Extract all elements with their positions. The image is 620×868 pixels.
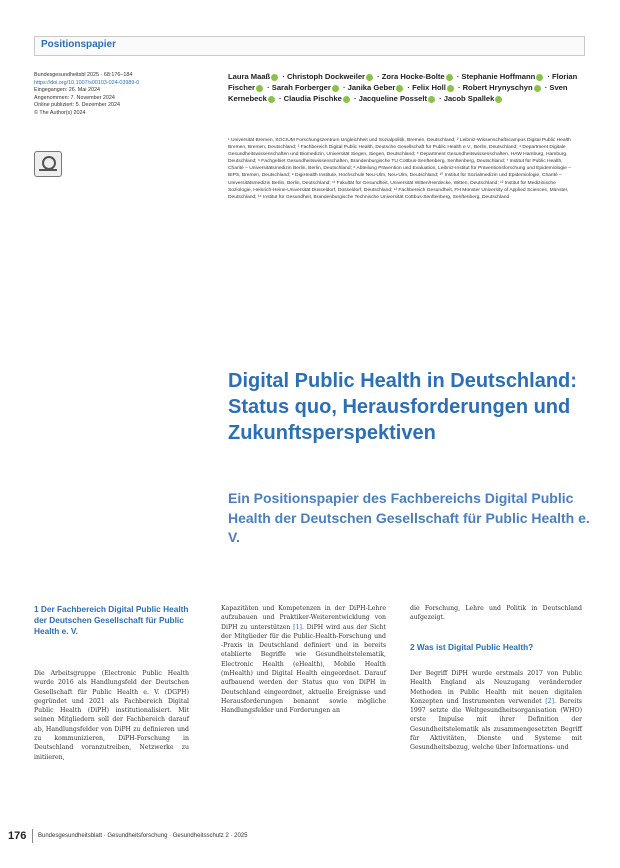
doi-link[interactable]: https://doi.org/10.1007/s00103-024-03989-0 [34,79,140,86]
author-list: Laura Maaß · Christoph Dockweiler · Zora Hocke-Bolte · Stephanie Hoffmann · Florian Fischer · Sarah Forberger · Janika Geber · Felix Holl · Robert Hrynyschyn · Sven Kernebeck · Claudia Pischke · Jacqueline Posselt · Jacob Spallek [228,72,578,103]
column-3-intro: die Forschung, Lehre und Politik in Deutschland aufgezeigt. [410,605,582,622]
citation-link[interactable]: [2] [545,697,554,705]
article-meta [34,72,184,118]
header-bar [34,36,585,56]
author-name: Sarah Forberger [271,83,331,92]
footer-divider [32,829,33,843]
citation-link[interactable]: [1] [293,623,302,631]
author-name: Laura Maaß [228,72,271,81]
orcid-icon[interactable] [534,85,541,92]
published-date: Online publiziert: 5. Dezember 2024 [34,102,120,109]
section-2-body: Der Begriff DiPH wurde erstmals 2017 von Public Health England als Neuzugang verändernder Methoden in Public Health mit neuen digitalen Konzepten und Instrumenten verwendet [2]. Bereits 1997 setzte die Weltgesundheitsorganisation (WHO) erste Impulse mit ihrer Definition der Gesundheitstelematik als zusammengesetzten Begriff für Aktivitäten, Dienste und Systeme mit Gesundheitsbezug, welche über Informations- und [410,670,582,752]
section-type-label: Positionspapier [41,39,117,50]
author-name: Jacob Spallek [443,94,495,103]
author-name: Sven Kernebeck [228,83,568,103]
orcid-icon[interactable] [268,96,275,103]
article-subtitle: Ein Positionspapier des Fachbereichs Digital Public Health der Deutschen Gesellschaft für Public Health e. V. [228,490,590,545]
orcid-icon[interactable] [332,85,339,92]
orcid-icon[interactable] [428,96,435,103]
orcid-icon[interactable] [495,96,502,103]
author-name: Janika Geber [347,83,396,92]
page-number: 176 [8,830,27,842]
orcid-icon[interactable] [271,74,278,81]
author-name: Zora Hocke-Bolte [381,72,445,81]
section-1-heading: 1 Der Fachbereich Digital Public Health der Deutschen Gesellschaft für Public Health e. V. [34,604,189,636]
affiliations: ¹ Universität Bremen, SOCIUM Forschungszentrum Ungleichheit und Sozialpolitik, Bremen, Deutschland; ² Leibniz-Wissenschaftscampus Digital Public Health Bremen, Bremen, Deutschland; ³ Fachbereich Digital Public Health, Deutsche Gesellschaft für Public Health e.V., Berlin, Deutschland; ⁴ Department Digitale Gesundheitswissenschaften und Biomedizin, Universität Siegen, Siegen, Deutschland; ⁵ Department Gesundheitswissenschaften, HAW Hamburg, Hamburg, Deutschland; ⁶ Fachgebiet Gesundheitswissenschaften, Brandenburgische TU Cottbus-Senftenberg, Senftenberg, Deutschland; ⁷ Institut für Public Health, Charité – Universitätsmedizin Berlin, Berlin, Deutschland; ⁸ Abteilung Prävention und Evaluation, Leibniz-Institut für Präventionsforschung und Epidemiologie – BIPS, Bremen, Deutschland; ⁹ DigiHealth Institute, Hochschule Neu-Ulm, Neu-Ulm, Deutschland; ¹⁰ Institut für Sozialmedizin und Epidemiologie, Charité – Universitätsmedizin Berlin, Berlin, Deutschland; ¹¹ Fakultät für Gesundheit, Universität Witten/Herdecke, Witten, Deutschland; ¹² Institut für Medizinische Soziologie, Heinrich-Heine-Universität Düsseldorf, Düsseldorf, Deutschland; ¹³ Fachbereich Gesundheit, FH Münster University of Applied Sciences, Münster, Deutschland; ¹⁴ Institut für Gesundheit, Brandenburgische Technische Universität Cottbus-Senftenberg, Senftenberg, Deutschland [228,138,571,200]
copyright: © The Author(s) 2024 [34,109,86,116]
author-name: Jacqueline Posselt [358,94,427,103]
author-name: Christoph Dockweiler [286,72,366,81]
orcid-icon[interactable] [366,74,373,81]
author-name: Stephanie Hoffmann [461,72,536,81]
accepted-date: Angenommen: 7. November 2024 [34,94,115,101]
orcid-icon[interactable] [256,85,263,92]
footer-journal: Bundesgesundheitsblatt · Gesundheitsforschung · Gesundheitsschutz 2 · 2025 [38,833,248,839]
column-2-body: Kapazitäten und Kompetenzen in der DiPH-Lehre aufzubauen und Praktiker-Weiterentwicklung von DiPH zu unterstützen [1]. DiPH wird aus der Sicht der Mitglieder für die Public-Health-Forschung und -Praxis in Deutschland definiert und in bereits etablierte Begriffe wie Gesundheitstelematik, Electronic Health (eHealth), Mobile Health (mHealth) und Digital Health eingeordnet. Darauf aufbauend werden der Status quo von DiPH in Deutschland eingeordnet, aktuelle Ereignisse und Herausforderungen benannt sowie mögliche Handlungsfelder und Forderungen an [221,605,387,715]
section-1-body: Die Arbeitsgruppe (Electronic Public Health wurde 2016 als Handlungsfeld der Deutschen Gesellschaft für Public Health e. V. (DGPH) gegründet und 2021 als Fachbereich Digital Public Health (DiPH) institutionalisiert. Mit seinen Mitgliedern soll der Fachbereich darauf ab, Handlungsfelder von DiPH zu definieren und zu kommunizieren, DiPH-Forschung in Deutschland voranzutreiben, Netzwerke zu initiieren, [34,670,189,761]
author-name: Felix Holl [412,83,446,92]
orcid-icon[interactable] [343,96,350,103]
author-name: Robert Hrynyschyn [462,83,533,92]
open-access-icon[interactable] [34,151,62,177]
journal-citation: Bundesgesundheitsbl 2025 · 68:176–184 [34,72,133,78]
orcid-icon[interactable] [536,74,543,81]
received-date: Eingegangen: 26. Mai 2024 [34,87,100,94]
orcid-icon[interactable] [446,74,453,81]
section-2-heading: 2 Was ist Digital Public Health? [410,642,534,652]
article-title: Digital Public Health in Deutschland: Status quo, Herausforderungen und Zukunftsperspektiven [228,370,577,444]
author-name: Florian Fischer [228,72,578,92]
author-name: Claudia Pischke [283,94,342,103]
orcid-icon[interactable] [396,85,403,92]
orcid-icon[interactable] [447,85,454,92]
